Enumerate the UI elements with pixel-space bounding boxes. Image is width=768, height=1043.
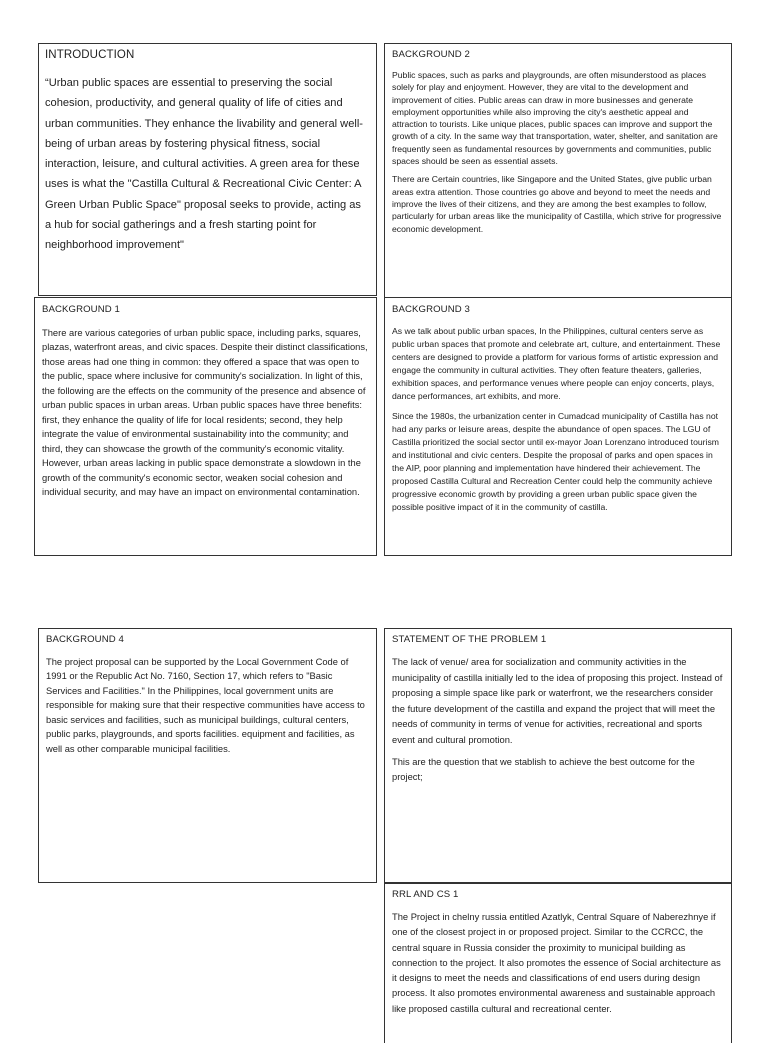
background-1-heading: BACKGROUND 1 [42, 304, 120, 315]
rrl-and-cs-heading: RRL AND CS 1 [392, 889, 459, 900]
introduction-heading: INTRODUCTION [45, 49, 135, 61]
rrl-and-cs-paragraph: The Project in chelny russia entitled Azatlyk, Central Square of Naberezhnye if one of the closest project in or proposed project. Similar to the CCRCC, the central square in Russia consider the proximity to municipal building as connection to the project. It also promotes the essence of Social architecture as it designs to meet the needs and classifications of end users during design process. It also promotes environmental awareness and sustainable approach like proposed castilla cultural and recreational center. [392, 912, 721, 1014]
introduction-box [38, 43, 377, 296]
background-3-paragraph-1: As we talk about public urban spaces, In the Philippines, cultural centers serve as public urban spaces that promote and celebrate art, culture, and entertainment. These centers are designed to provide a platform for various forms of artistic expression and engage the community in cultural activities. They often feature theaters, galleries, exhibition spaces, and performance venues where people can enjoy concerts, plays, dance performances, art exhibits, and more. [392, 326, 721, 402]
background-4-box [38, 628, 377, 883]
background-2-heading: BACKGROUND 2 [392, 49, 470, 60]
background-2-box [384, 43, 732, 298]
statement-of-problem-box [384, 628, 732, 883]
background-3-heading: BACKGROUND 3 [392, 304, 470, 315]
background-2-paragraph-2: There are Certain countries, like Singapore and the United States, give public urban areas extra attention. Those countries go above and beyond to meet the needs and improve the lives of their citizens, and they are among the best examples to follow, particularly for urban areas like the municipality of Castilla, which strive for progressive economic development. [392, 174, 722, 234]
background-4-paragraph: The project proposal can be supported by the Local Government Code of 1991 or the Republic Act No. 7160, Section 17, which refers to "Basic Services and Facilities." In the Philippines, local government units are responsible for making sure that their respective communities have access to basic services and facilities, such as municipal buildings, cultural centers, public parks, playgrounds, and sports facilities. equipment and facilities, as well as other comparable municipal facilities. [46, 657, 365, 754]
background-1-box [34, 297, 377, 556]
introduction-paragraph: “Urban public spaces are essential to preserving the social cohesion, productivity, and general quality of life of cities and urban communities. They enhance the livability and general well-being of urban areas by fostering physical fitness, social interaction, leisure, and cultural activities. A green area for these uses is what the "Castilla Cultural & Recreational Civic Center: A Green Urban Public Space" proposal seeks to provide, acting as a hub for social gatherings and a fresh starting point for neighborhood improvement" [45, 77, 363, 252]
statement-of-problem-paragraph-1: The lack of venue/ area for socialization and community activities in the municipality of castilla initially led to the idea of proposing this project. Instead of proposing a simple space like park or waterfront, we the researchers consider the future development of the castilla and expand the project that will meet the needs of community in terms of venue for activities, recreational and sports event and cultural promotion. [392, 657, 723, 745]
background-3-paragraph-2: Since the 1980s, the urbanization center in Cumadcad municipality of Castilla has not had any parks or leisure areas, despite the abundance of open spaces. The LGU of Castilla prioritized the social sector until ex-mayor Joan Lorenzano introduced tourism and institutional and civic centers. Despite the proposal of parks and open spaces in the AIP, poor planning and implementation have hindered their achievement. The proposed Castilla Cultural and Recreation Center could help the community achieve progressive economic growth by providing a green urban public space given the possible positive impact of it in the community of castilla. [392, 410, 719, 513]
background-2-paragraph-1: Public spaces, such as parks and playgrounds, are often misunderstood as places solely for play and enjoyment. However, they are vital to the development and improvement of cities. Public areas can draw in more businesses and generate employment opportunities while also improving the city's aesthetic appeal and attraction to tourists. Like unique places, public spaces can improve and support the growth of a city. In the same way that transportation, water, shelter, and sanitation are frequently seen as fundamental resources by governments and communities, public spaces should be seen as essential assets. [392, 70, 718, 167]
rrl-and-cs-box [384, 883, 732, 1043]
background-3-box [384, 297, 732, 556]
statement-of-problem-heading: STATEMENT OF THE PROBLEM 1 [392, 634, 547, 645]
background-1-paragraph: There are various categories of urban public space, including parks, squares, plazas, waterfront areas, and civic spaces. Despite their distinct classifications, those areas had one thing in common: they offered a space that was open to the public, space where inclusive for community's socialization. In light of this, the following are the effects on the community of the presence and absence of urban public spaces in urban areas. Urban public spaces have three benefits: first, they enhance the quality of life for local residents; second, they help integrate the value of environmental sustainability into the community; and third, they can showcase the growth of the community's economic vitality. However, urban areas lacking in public space demonstrate a slowdown in the growth of the community's economic sector, weaken social cohesion and individual security, and may have an impact on environmental contamination. [42, 328, 368, 497]
statement-of-problem-paragraph-2: This are the question that we stablish to achieve the best outcome for the project; [392, 756, 695, 783]
background-4-heading: BACKGROUND 4 [46, 634, 124, 645]
